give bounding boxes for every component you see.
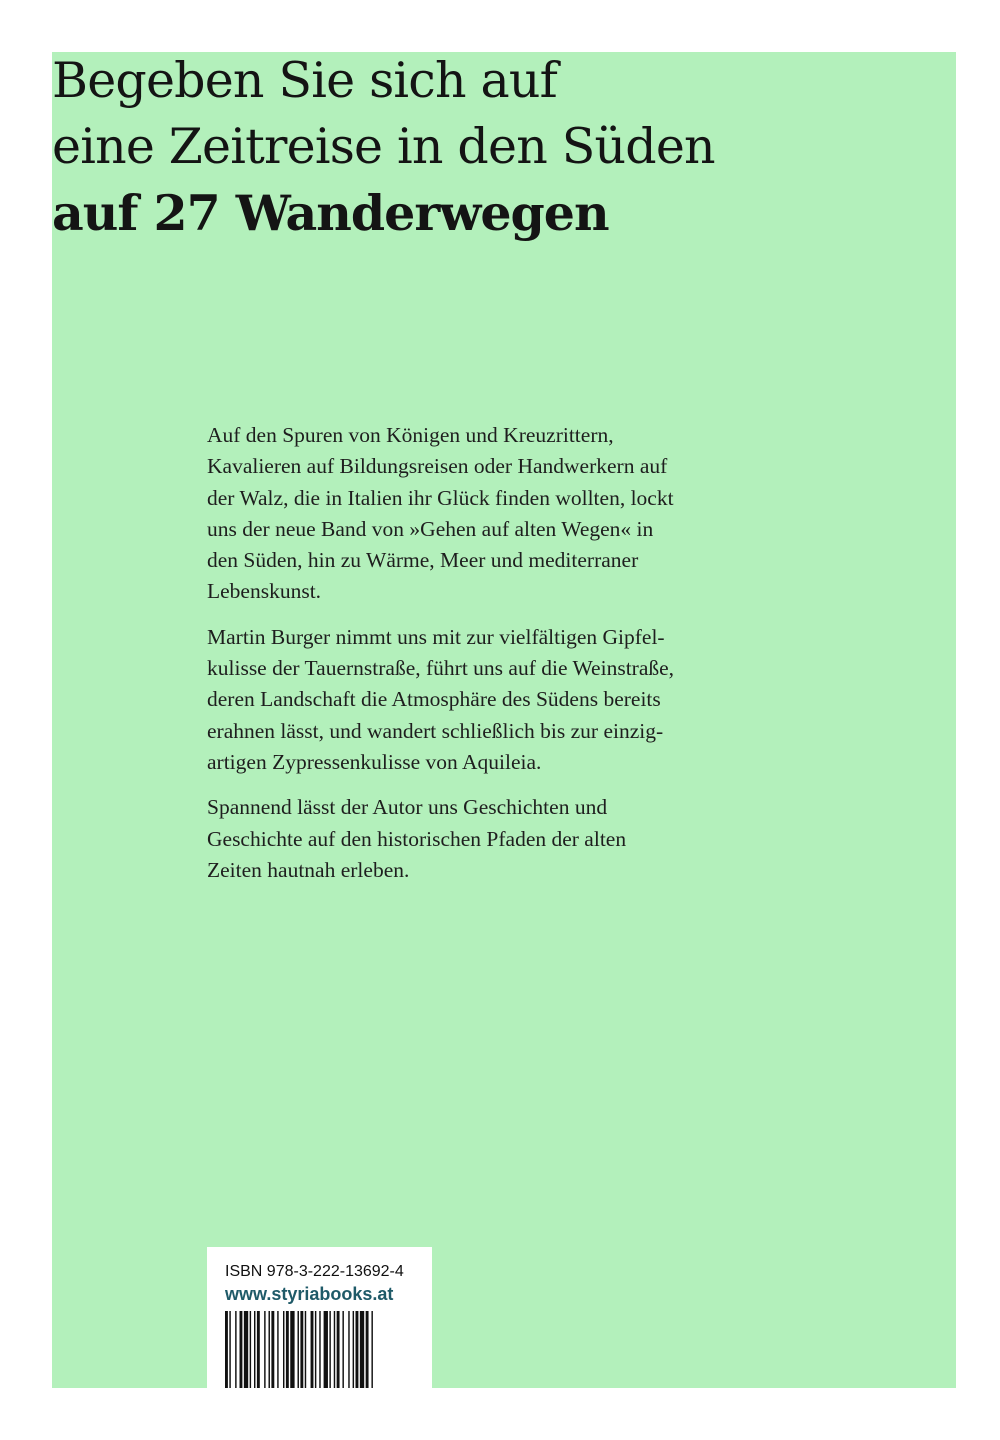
- headline-line-2: eine Zeitreise in den Süden: [52, 118, 715, 175]
- barcode-bar: [290, 1311, 294, 1388]
- barcode-bar: [257, 1311, 260, 1388]
- blurb-line: Spannend lässt der Autor uns Geschichten und: [207, 795, 608, 820]
- barcode-icon: [225, 1311, 415, 1388]
- blurb-text: [207, 420, 767, 900]
- barcode-bar: [254, 1311, 255, 1388]
- barcode-bar: [356, 1311, 359, 1388]
- blurb-line: artigen Zypressenkulisse von Aquileia.: [207, 749, 542, 774]
- isbn-number: ISBN 978-3-222-13692-4: [225, 1263, 404, 1280]
- barcode-bar: [366, 1311, 369, 1388]
- barcode-bar: [235, 1311, 236, 1388]
- barcode-bar: [348, 1311, 349, 1388]
- barcode-bar: [240, 1311, 243, 1388]
- blurb-line: Zeiten hautnah erleben.: [207, 857, 410, 882]
- blurb-line: kulisse der Tauernstraße, führt uns auf die Weinstraße,: [207, 656, 675, 681]
- headline: [52, 48, 952, 246]
- barcode-bar: [334, 1311, 335, 1388]
- barcode-bar: [329, 1311, 330, 1388]
- barcode-bar: [244, 1311, 248, 1388]
- barcode-bar: [283, 1311, 284, 1388]
- blurb-paragraph-3: [207, 792, 767, 886]
- barcode-bar: [315, 1311, 316, 1388]
- barcode-bar: [324, 1311, 328, 1388]
- blurb-line: Auf den Spuren von Königen und Kreuzrittern,: [207, 423, 614, 447]
- barcode-bar: [311, 1311, 314, 1388]
- barcode-bar: [271, 1311, 274, 1388]
- barcode-bar: [360, 1311, 364, 1388]
- barcode-bar: [250, 1311, 251, 1388]
- headline-line-3: auf 27 Wanderwegen: [52, 184, 609, 242]
- barcode-bar: [225, 1311, 228, 1388]
- blurb-line: erahnen lässt, und wandert schließlich bis zur einzig-: [207, 718, 664, 743]
- blurb-line: Geschichte auf den historischen Pfaden der alten: [207, 826, 627, 851]
- blurb-line: uns der neue Band von »Gehen auf alten Wegen« in: [207, 516, 654, 541]
- headline-line-1: Begeben Sie sich auf: [52, 52, 557, 109]
- barcode-bar: [300, 1311, 303, 1388]
- barcode-bar: [229, 1311, 230, 1388]
- blurb-line: Kavalieren auf Bildungsreisen oder Handwerkern auf: [207, 454, 668, 479]
- barcode-bar: [277, 1311, 278, 1388]
- blurb-line: Lebenskunst.: [207, 579, 322, 604]
- barcode-bar: [371, 1311, 372, 1388]
- barcode-bar: [353, 1311, 354, 1388]
- barcode-bar: [342, 1311, 343, 1388]
- barcode-bar: [264, 1311, 265, 1388]
- barcode-bar: [305, 1311, 306, 1388]
- barcode-bar: [298, 1311, 299, 1388]
- barcode-bar: [286, 1311, 289, 1388]
- blurb-paragraph-2: [207, 622, 767, 778]
- barcode-bar: [319, 1311, 320, 1388]
- publisher-website[interactable]: www.styriabooks.at: [225, 1284, 394, 1304]
- blurb-line: Martin Burger nimmt uns mit zur vielfältigen Gipfel-: [207, 624, 665, 649]
- isbn-barcode-box: [207, 1247, 432, 1388]
- blurb-line: der Walz, die in Italien ihr Glück finden wollten, lockt: [207, 485, 674, 510]
- blurb-line: den Süden, hin zu Wärme, Meer und mediterraner: [207, 548, 639, 573]
- barcode-bar: [337, 1311, 340, 1388]
- blurb-line: deren Landschaft die Atmosphäre des Südens bereits: [207, 687, 661, 712]
- barcode-bar: [269, 1311, 270, 1388]
- blurb-paragraph-1: [207, 420, 767, 608]
